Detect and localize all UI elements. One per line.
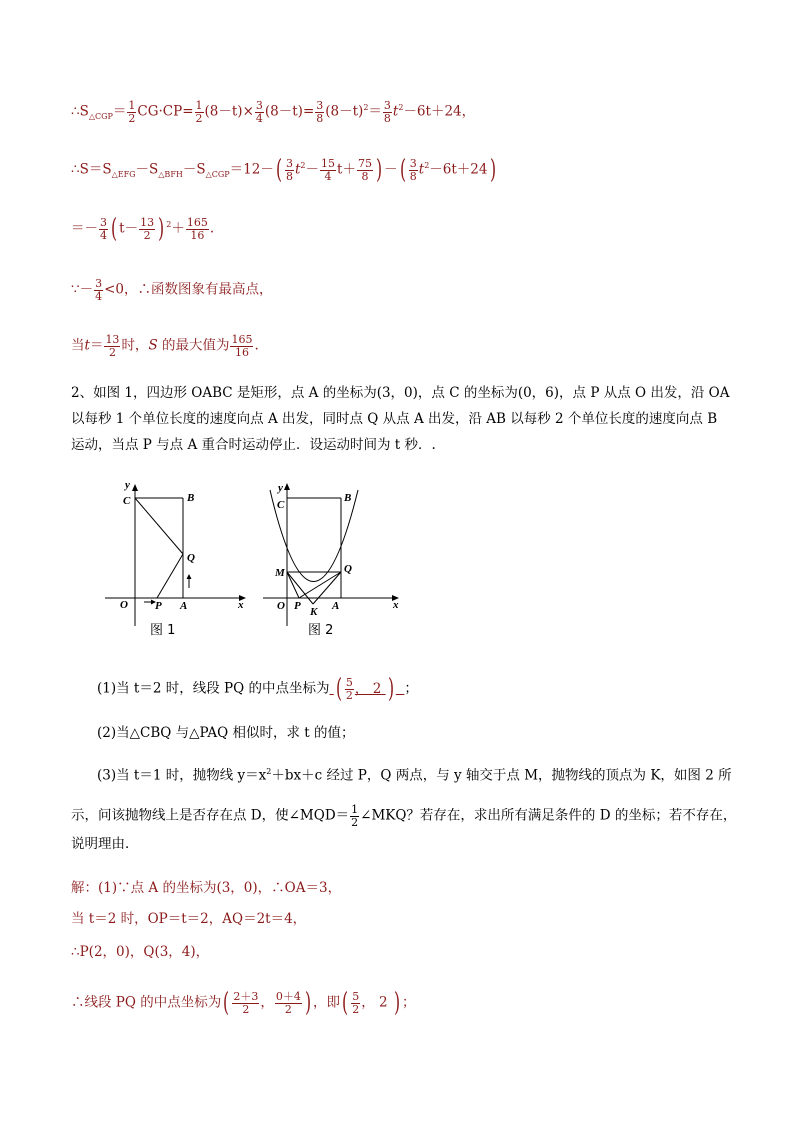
fraction — [127, 100, 136, 124]
text: (1)当 t＝2 时，线段 PQ 的中点坐标为 — [97, 680, 330, 697]
den: 16 — [190, 228, 205, 242]
den: 2 — [351, 815, 359, 829]
solution-line-1: $\therefore S_{\triangle CGP}=$ $\frac{1}{2}$ CG·CP= $\frac{1}{2}$ (8－t)× $\frac{3}{4}$ (8－t)= $\frac{3}{8}$ $(8-t)^2=$ $\frac{3}{8}$ $t^2-6t+24$， — [71, 99, 476, 125]
question-3-line-3: 说明理由． — [71, 836, 139, 852]
figure-1 — [100, 478, 260, 638]
figure-2 — [258, 478, 408, 638]
question-2: (2)当△CBQ 与△PAQ 相似时，求 t 的值； — [97, 725, 355, 741]
fraction — [94, 278, 103, 302]
text: －6t＋24 — [429, 161, 488, 178]
label-P: P — [155, 600, 162, 612]
label-K: K — [310, 606, 318, 618]
den: 8 — [409, 169, 417, 183]
den: 4 — [95, 289, 103, 303]
problem-line: 运动，当点 P 与点 A 重合时运动停止．设运动时间为 t 秒．. — [71, 437, 436, 453]
num: 5 — [352, 989, 360, 1003]
text: ，即 — [313, 994, 341, 1011]
den: 2 — [284, 1002, 292, 1016]
text: 时， — [121, 337, 149, 354]
den: 2 — [143, 228, 151, 242]
label-x: x — [393, 599, 399, 611]
text: －S — [135, 161, 159, 178]
num: 165 — [231, 333, 253, 346]
q1-answer: ( $\frac{5}{2}$ ， 2 ) — [335, 674, 394, 704]
y-axis-arrow — [132, 484, 138, 491]
text: t－ — [119, 220, 139, 237]
problem-2-statement — [71, 380, 731, 458]
label-B: B — [344, 492, 352, 504]
num: 3 — [409, 156, 417, 170]
problem-line: 2、如图 1，四边形 OABC 是矩形，点 A 的坐标为(3，0)，点 C 的坐标为(0，6)，点 P 从点 O 出发，沿 OA — [71, 385, 730, 401]
solution-line-5 — [71, 334, 259, 358]
fraction — [409, 158, 418, 182]
label-Q: Q — [187, 552, 195, 564]
var: t — [84, 337, 90, 354]
fraction — [345, 677, 354, 701]
den: 2 — [108, 345, 116, 359]
text: ， 2 — [354, 680, 382, 697]
text: ∵－ — [71, 281, 94, 298]
num: 0＋4 — [275, 989, 301, 1003]
solution-step-2: 当 t＝2 时，OP＝t＝2，AQ＝2t＝4， — [71, 911, 307, 927]
label-A: A — [180, 600, 188, 612]
fraction — [195, 100, 204, 124]
fraction — [357, 158, 373, 182]
text: － — [384, 161, 398, 178]
text: <0，∴函数图象有最高点， — [104, 281, 273, 298]
label-C: C — [123, 495, 131, 507]
num: 3 — [255, 99, 263, 112]
solution-line-2: $\therefore S=S_{\triangle EFG}-S_{\triangle BFH}-S_{\triangle CGP}=12-$( $\frac{3}{8}$ $t^2-$ $\frac{15}{4}$ t＋ $\frac{75}{8}$ ) －( $\frac{3}{8}$ $t^2-6t+24$) — [71, 155, 496, 185]
fraction — [351, 991, 360, 1015]
solution-step-1: 解：(1)∵点 A 的坐标为(3，0)，∴OA＝3， — [71, 880, 342, 896]
label-M: M — [275, 567, 285, 579]
fraction — [315, 100, 324, 124]
num: 3 — [316, 99, 324, 112]
question-1 — [97, 676, 418, 702]
fraction — [104, 334, 120, 358]
text: . — [254, 337, 259, 354]
num: 1 — [195, 99, 203, 112]
text: 当 — [71, 337, 85, 354]
var: t — [418, 161, 425, 178]
fraction — [99, 217, 108, 241]
label-x: x — [238, 599, 244, 611]
subscript: △BFH — [158, 170, 183, 180]
fraction — [232, 991, 259, 1015]
text: (8－t)× — [204, 103, 254, 120]
label-A: A — [332, 600, 340, 612]
segment-PQ — [157, 554, 183, 598]
num: 5 — [345, 675, 353, 689]
subscript: △CGP — [88, 112, 113, 122]
label-y: y — [125, 479, 130, 491]
num: 3 — [100, 215, 107, 229]
fraction — [275, 991, 302, 1015]
fraction — [230, 334, 253, 358]
num: 1 — [351, 803, 359, 816]
segment-CQ — [135, 498, 183, 554]
label-y: y — [278, 482, 283, 494]
fraction — [255, 100, 264, 124]
text: ＝12－ — [229, 161, 274, 178]
num: 15 — [321, 156, 336, 170]
den: 2 — [352, 1002, 360, 1016]
figure-1-caption: 图 1 — [150, 623, 176, 638]
den: 2 — [345, 688, 353, 702]
text: ＝－ — [71, 220, 98, 237]
text: ， 2 — [361, 994, 388, 1011]
label-C: C — [277, 499, 285, 511]
num: 13 — [140, 215, 155, 229]
text: 的最大值为 — [157, 337, 230, 354]
text: (8－t)= — [264, 103, 315, 120]
num: 2＋3 — [233, 989, 259, 1003]
var: t — [294, 161, 301, 178]
den: 8 — [383, 111, 391, 125]
num: 75 — [357, 156, 372, 170]
den: 2 — [195, 111, 203, 125]
den: 16 — [234, 345, 249, 359]
question-3-line-1: (3)当 t＝1 时，抛物线 $y=x^2+bx+c$ 经过 P，Q 两点，与 y 轴交于点 M，抛物线的顶点为 K，如图 2 所 — [97, 767, 732, 784]
text: t＋ — [337, 161, 356, 178]
den: 4 — [255, 111, 263, 125]
num: 3 — [285, 156, 293, 170]
solution-line-3: ＝－ $\frac{3}{4}$ ( t－ $\frac{13}{2}$ ) $^2$＋ $\frac{165}{16}$ . — [71, 214, 215, 244]
text: － — [305, 161, 320, 178]
solution-step-4: ∴线段 PQ 的中点坐标为( $\frac{2+3}{2}$ ， $\frac{0+4}{2}$ ) ，即( $\frac{5}{2}$ ， 2 ) ； — [71, 988, 416, 1018]
den: 2 — [242, 1002, 250, 1016]
text: CG·CP= — [137, 103, 194, 120]
label-Q: Q — [344, 563, 352, 575]
num: 165 — [186, 215, 208, 229]
text: ； — [402, 994, 416, 1011]
den: 4 — [324, 169, 332, 183]
text: . — [209, 220, 215, 237]
solution-line-4 — [71, 278, 273, 302]
den: 8 — [361, 169, 369, 183]
fraction — [383, 100, 392, 124]
label-O: O — [120, 599, 128, 611]
label-O: O — [277, 600, 285, 612]
num: 3 — [383, 99, 391, 112]
fraction — [139, 217, 155, 241]
figure-2-caption: 图 2 — [308, 623, 334, 638]
text: ∠MKQ？若存在，求出所有满足条件的 D 的坐标；若不存在， — [360, 807, 737, 824]
subscript: △CGP — [205, 170, 230, 180]
den: 8 — [316, 111, 324, 125]
fraction — [285, 158, 294, 182]
num: 13 — [105, 333, 120, 346]
text: ∴线段 PQ 的中点坐标为 — [71, 994, 222, 1011]
question-3-line-2 — [71, 804, 736, 828]
den: 4 — [100, 228, 107, 242]
text: ∴S＝S — [71, 161, 112, 178]
num: 3 — [95, 277, 103, 290]
motion-arrow-q-head — [187, 574, 192, 579]
text: ＋bx＋c 经过 P，Q 两点，与 y 轴交于点 M，抛物线的顶点为 K，如图 2 所 — [271, 767, 732, 784]
text: －6t＋24， — [403, 103, 476, 120]
den: 8 — [285, 169, 293, 183]
text: －S — [182, 161, 206, 178]
problem-line: 以每秒 1 个单位长度的速度向点 A 出发，同时点 Q 从点 A 出发，沿 AB 以每秒 2 个单位长度的速度向点 B — [71, 411, 718, 427]
y-axis-arrow — [284, 483, 290, 490]
text: (3)当 t＝1 时，抛物线 y＝x — [97, 767, 267, 784]
text: ； — [404, 680, 418, 697]
text: 示，问该抛物线上是否存在点 D，使∠MQD＝ — [71, 807, 350, 824]
num: 1 — [128, 99, 136, 112]
solution-step-3: ∴P(2，0)，Q(3，4)， — [71, 944, 210, 960]
fraction — [320, 158, 336, 182]
segment-PQ — [299, 572, 341, 598]
text: ＋ — [171, 220, 185, 237]
label-B: B — [187, 492, 195, 504]
fraction — [186, 217, 209, 241]
text: ＝ — [89, 337, 104, 354]
fraction — [350, 804, 359, 828]
var: S — [148, 337, 158, 354]
text: (8－t) — [325, 103, 364, 120]
text: ∴S — [71, 103, 89, 120]
subscript: △EFG — [111, 170, 136, 180]
label-P: P — [294, 600, 301, 612]
den: 2 — [128, 111, 136, 125]
